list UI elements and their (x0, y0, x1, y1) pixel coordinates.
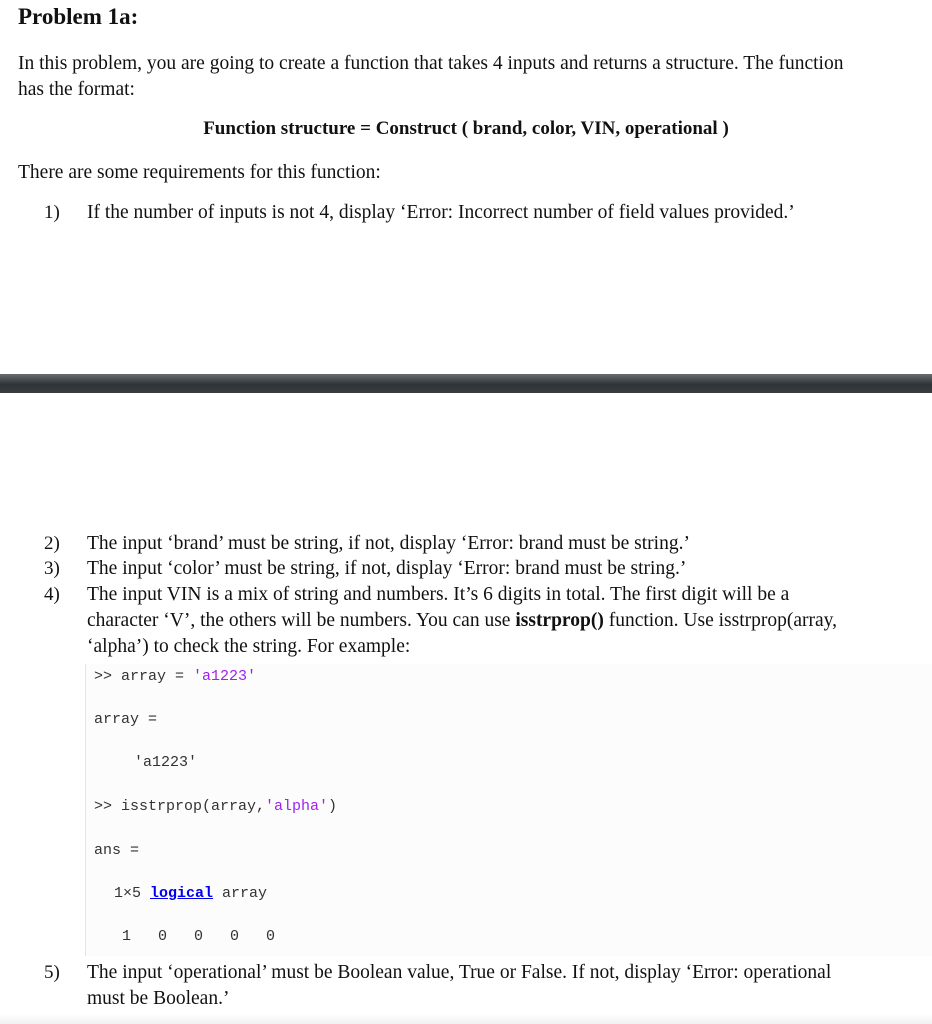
requirement-4-number: 4) (44, 584, 60, 605)
requirement-4-line-3: ‘alpha’) to check the string. For example: (87, 636, 411, 657)
matlab-output-var: array = (94, 711, 158, 728)
matlab-ans-size: 1×5 (114, 885, 151, 902)
matlab-output-value: 'a1223' (134, 754, 198, 771)
isstrprop-function-name: isstrprop() (515, 610, 604, 631)
requirement-4-line-2-start: character ‘V’, the others will be numbers. You can use (87, 610, 516, 631)
intro-line-1: In this problem, you are going to create a function that takes 4 inputs and returns a structure. The function (18, 53, 844, 74)
requirement-1-number: 1) (44, 202, 60, 223)
requirement-3-text: The input ‘color’ must be string, if not, display ‘Error: brand must be string.’ (87, 558, 687, 579)
requirement-5-number: 5) (44, 962, 60, 983)
requirement-4-line-2-end: function. Use isstrprop(array, (603, 610, 838, 631)
bottom-edge (0, 1014, 932, 1024)
page-divider (0, 374, 932, 393)
requirement-4-line-2 (87, 610, 837, 632)
matlab-command-1 (94, 668, 256, 685)
requirement-5-line-2: must be Boolean.’ (87, 988, 230, 1009)
matlab-command-2 (94, 798, 337, 815)
requirement-1-text: If the number of inputs is not 4, display ‘Error: Incorrect number of field values provided.’ (87, 202, 795, 223)
requirement-3-number: 3) (44, 558, 60, 579)
matlab-command-2-string: 'alpha' (265, 798, 329, 815)
problem-title: Problem 1a: (18, 4, 139, 29)
function-format: Function structure = Construct ( brand, color, VIN, operational ) (203, 118, 729, 139)
matlab-ans-label: ans = (94, 842, 140, 859)
requirement-5-line-1: The input ‘operational’ must be Boolean value, True or False. If not, display ‘Error: operational (87, 962, 832, 983)
matlab-ans-type (114, 885, 267, 902)
requirements-intro: There are some requirements for this function: (18, 162, 381, 183)
requirement-2-text: The input ‘brand’ must be string, if not, display ‘Error: brand must be string.’ (87, 533, 690, 554)
matlab-command-2-close: ) (328, 798, 338, 815)
matlab-command-2-code: >> isstrprop(array, (94, 798, 266, 815)
requirement-2-number: 2) (44, 533, 60, 554)
matlab-example (85, 664, 932, 956)
logical-doc-link[interactable]: logical (150, 885, 214, 902)
requirement-4-line-1: The input VIN is a mix of string and numbers. It’s 6 digits in total. The first digit will be a (87, 584, 790, 605)
matlab-command-1-code: >> array = (94, 668, 194, 685)
matlab-ans-kind: array (213, 885, 268, 902)
intro-line-2: has the format: (18, 79, 135, 100)
matlab-command-1-string: 'a1223' (193, 668, 257, 685)
matlab-ans-values: 1 0 0 0 0 (122, 928, 276, 945)
